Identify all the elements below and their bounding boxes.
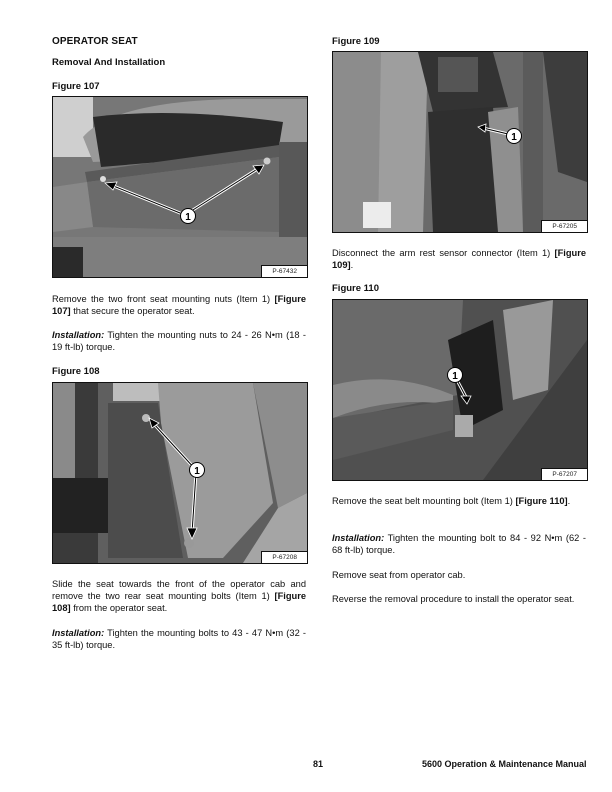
figure-110-label: Figure 110 <box>332 283 379 294</box>
figure-reference: [Figure 110] <box>515 496 568 506</box>
figure-reference: [Figure 107] <box>52 294 306 316</box>
callout-number: 1 <box>511 132 517 143</box>
paragraph-remove-seatbelt-bolt: Remove the seat belt mounting bolt (Item 1) [Figure 110]. <box>332 496 571 506</box>
figure-109-photo <box>332 51 588 233</box>
callout-number: 1 <box>452 371 458 382</box>
figure-107-photo <box>52 96 308 278</box>
paragraph-installation-bolts: Installation: Tighten the mounting bolts to 43 - 47 N•m (32 - 35 ft-lb) torque. <box>52 628 306 650</box>
paragraph-installation-nuts: Installation: Tighten the mounting nuts to 24 - 26 N•m (18 - 19 ft-lb) torque. <box>52 330 306 352</box>
manual-title: 5600 Operation & Maintenance Manual <box>422 759 587 769</box>
paragraph-installation-seatbelt-bolt: Installation: Tighten the mounting bolt to 84 - 92 N•m (62 - 68 ft-lb) torque. <box>332 533 586 555</box>
photo-code: P-67207 <box>541 468 587 480</box>
figure-107-label: Figure 107 <box>52 81 100 92</box>
paragraph-reverse-procedure: Reverse the removal procedure to install the operator seat. <box>332 594 575 604</box>
seat-rear-mount-photo <box>53 383 307 563</box>
callout-number: 1 <box>185 212 191 223</box>
figure-108-label: Figure 108 <box>52 366 100 377</box>
photo-code: P-67205 <box>541 220 587 232</box>
paragraph-remove-rear-bolts: Slide the seat towards the front of the operator cab and remove the two rear seat mounting bolts (Item 1) [Figure 108] from the operator seat. <box>52 579 306 613</box>
armrest-connector-photo <box>333 52 587 232</box>
photo-code: P-67432 <box>261 265 307 277</box>
figure-109-label: Figure 109 <box>332 36 380 47</box>
section-title: OPERATOR SEAT <box>52 36 138 47</box>
figure-108-photo <box>52 382 308 564</box>
seat-belt-bolt-photo <box>333 300 587 480</box>
paragraph-remove-seat: Remove seat from operator cab. <box>332 570 466 580</box>
paragraph-disconnect-sensor: Disconnect the arm rest sensor connector (Item 1) [Figure 109]. <box>332 248 586 270</box>
photo-code: P-67208 <box>261 551 307 563</box>
subsection-title: Removal And Installation <box>52 57 166 68</box>
paragraph-remove-front-nuts: Remove the two front seat mounting nuts (Item 1) [Figure 107] that secure the operator seat. <box>52 294 306 316</box>
seat-front-mount-photo <box>53 97 307 277</box>
page-number: 81 <box>313 759 324 769</box>
callout-number: 1 <box>194 466 200 477</box>
figure-110-photo <box>332 299 588 481</box>
figure-reference: [Figure 108] <box>52 591 306 613</box>
figure-reference: [Figure 109] <box>332 248 586 270</box>
